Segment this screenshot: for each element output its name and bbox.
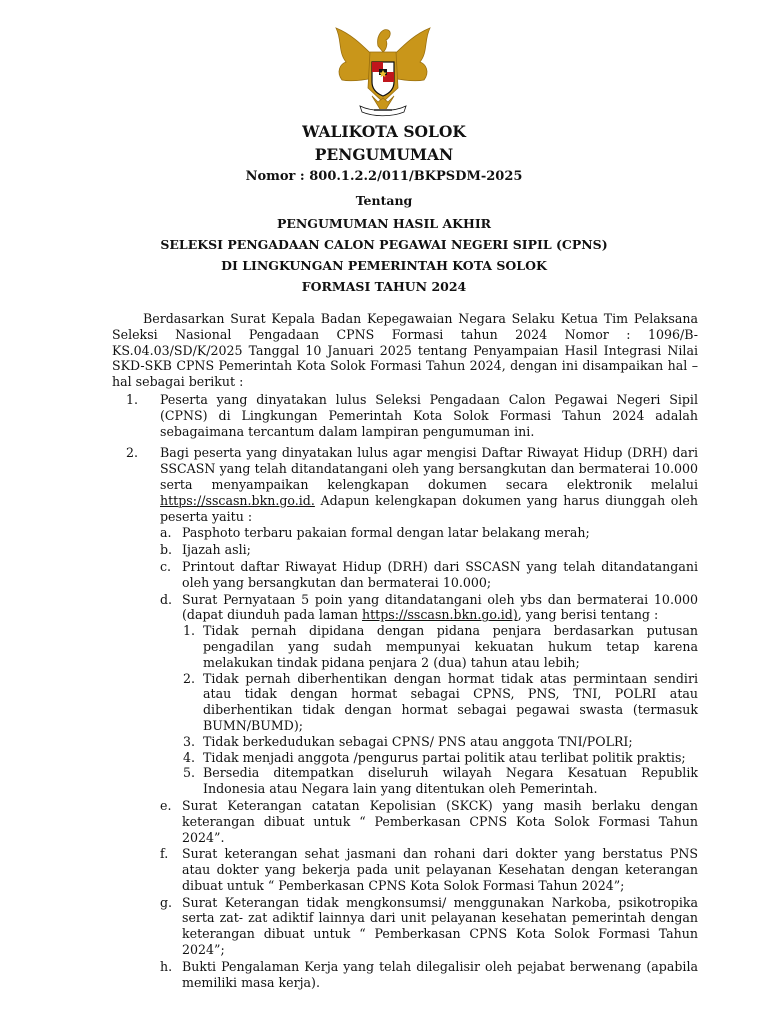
point-item [183,733,698,750]
title-line: DI LINGKUNGAN PEMERINTAH KOTA SOLOK [221,258,547,273]
list-item-text: Tidak berkedudukan sebagai CPNS/ PNS atau anggota TNI/POLRI; [203,733,633,749]
sub-list-item [160,846,698,893]
list-marker: e. [160,797,172,813]
point-item [183,623,698,670]
list-item-text: Surat Keterangan catatan Kepolisian (SKCK) yang masih berlaku dengan keterangan dibuat untuk “ Pemberkasan CPNS Kota Solok Formasi Tahun 2024”. [182,797,698,845]
list-item-text: Ijazah asli; [182,542,251,558]
list-marker: 2. [126,445,139,461]
sub-list-item [160,558,698,591]
list-marker: b. [160,542,173,558]
point-item [183,765,698,797]
list-item-text: , yang berisi tentang : [517,607,659,623]
list-item-text: Tidak pernah diberhentikan dengan hormat tidak atas permintaan sendiri atau tidak dengan hormat sebagai CPNS, PNS, TNI, POLRI atau diberhentikan tidak dengan hormat sebagai pegawai swasta (termasuk BUMN/BUMD); [203,670,698,733]
sub-list-item [160,542,698,558]
sub-list-item [160,797,698,845]
sub-list-item [160,525,698,541]
list-item-text: Bukti Pengalaman Kerja yang telah dilegalisir oleh pejabat berwenang (apabila memiliki masa kerja). [182,958,698,990]
list-item-text: Surat Keterangan tidak mengkonsumsi/ menggunakan Narkoba, psikotropika serta zat- zat adiktif lainnya dari unit pelayanan kesehatan pemerintah dengan keterangan dibuat untuk “ Pemberkasan CPNS Kota Solok Formasi Tahun 2024”; [182,894,698,958]
list-item-text: Tidak menjadi anggota /pengurus partai politik atau terlibat politik praktis; [203,749,686,765]
list-marker: 2. [183,670,196,686]
list-marker: d. [160,591,173,607]
list-item-text: Adapun kelengkapan dokumen yang harus diunggah oleh peserta yaitu : [160,492,698,524]
title-line: SELEKSI PENGADAAN CALON PEGAWAI NEGERI SIPIL (CPNS) [160,237,608,252]
list-marker: 4. [183,749,196,765]
list-marker: 1. [126,391,139,407]
list-item-text: Peserta yang dinyatakan lulus Seleksi Pengadaan Calon Pegawai Negeri Sipil (CPNS) di Lingkungan Pemerintah Kota Solok Formasi Tahun 2024 adalah sebagaimana tercantum dalam lampiran pengumuman ini. [160,391,698,439]
list-item-text: Surat Pernyataan 5 poin yang ditandatangani oleh ybs dan bermaterai 10.000 (dapat diunduh pada laman [182,591,698,623]
intro-paragraph: Berdasarkan Surat Kepala Badan Kepegawaian Negara Selaku Ketua Tim Pelaksana Seleksi Nasional Pengadaan CPNS Formasi tahun 2024 Nomor : 1096/B-KS.04.03/SD/K/2025 Tanggal 10 Januari 2025 tentang Penyampaian Hasil Integrasi Nilai SKD-SKB CPNS Pemerintah Kota Solok Formasi Tahun 2024, dengan ini disampaikan hal – hal sebagai berikut : [112,311,698,390]
list-item-text: Pasphoto terbaru pakaian formal dengan latar belakang merah; [182,525,590,541]
about-label: Tentang [355,193,413,208]
sscasn-link[interactable]: https://sscasn.bkn.go.id) [361,607,518,623]
point-item [183,670,698,734]
list-item [126,445,698,990]
list-marker: a. [160,525,172,541]
list-item-text: Bagi peserta yang dinyatakan lulus agar mengisi Daftar Riwayat Hidup (DRH) dari SSCASN yang telah ditandatangani oleh yang bersangkutan dan bermaterai 10.000 serta menyampaikan kelengkapan dokumen secara elektronik melalui [160,445,698,492]
list-marker: 3. [183,733,196,749]
list-marker: g. [160,894,173,910]
list-item [126,391,698,439]
list-item-text: Bersedia ditempatkan diseluruh wilayah Negara Kesatuan Republik Indonesia atau Negara lain yang ditentukan oleh Pemerintah. [203,765,698,797]
garuda-emblem-icon [328,22,438,122]
sscasn-link[interactable]: https://sscasn.bkn.go.id. [160,492,315,508]
title-line: FORMASI TAHUN 2024 [301,279,467,294]
list-item-text: Surat keterangan sehat jasmani dan rohani dari dokter yang berstatus PNS atau dokter yang bekerja pada unit pelayanan Kesehatan dengan keterangan dibuat untuk “ Pemberkasan CPNS Kota Solok Formasi Tahun 2024”; [182,846,698,893]
sub-list-item [160,591,698,797]
mayor-heading: WALIKOTA SOLOK [302,122,466,141]
announcement-heading: PENGUMUMAN [314,145,454,164]
document-body [112,311,698,990]
sub-list-item [160,894,698,958]
sub-list-item [160,958,698,991]
point-item [183,749,698,766]
list-item-text: Tidak pernah dipidana dengan pidana penjara berdasarkan putusan pengadilan yang sudah mempunyai kekuatan hukum tetap karena melakukan tindak pidana penjara 2 (dua) tahun atau lebih; [203,623,698,670]
list-marker: c. [160,558,172,574]
list-marker: h. [160,958,173,974]
list-item-text: Printout daftar Riwayat Hidup (DRH) dari SSCASN yang telah ditandatangani oleh yang bersangkutan dan bermaterai 10.000; [182,558,698,590]
title-line: PENGUMUMAN HASIL AKHIR [276,216,492,231]
list-marker: 5. [183,765,196,781]
list-marker: 1. [183,623,196,639]
list-marker: f. [160,846,169,862]
document-number: Nomor : 800.1.2.2/011/BKPSDM-2025 [245,169,523,184]
